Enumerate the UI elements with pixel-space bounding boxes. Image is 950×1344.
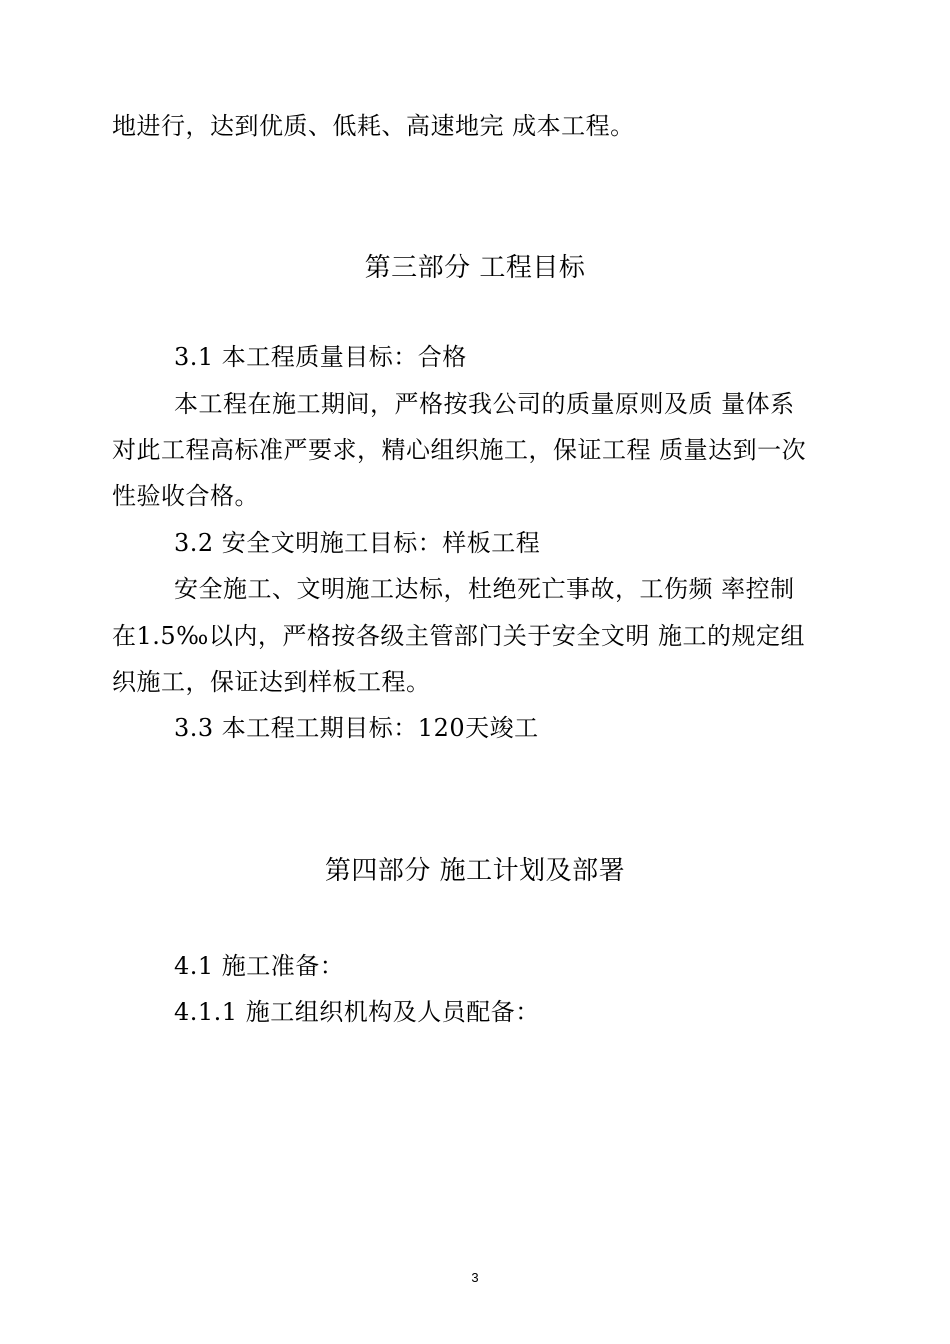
- section-3-2-body-line-2: 在1.5‰以内，严格按各级主管部门关于安全文明 施工的规定组: [112, 622, 805, 650]
- section-4-1-1-heading: 4.1.1 施工组织机构及人员配备：: [174, 998, 540, 1026]
- section-3-title: 第三部分 工程目标: [364, 253, 586, 283]
- section-3-2-heading: 3.2 安全文明施工目标：样板工程: [174, 529, 541, 557]
- section-3-2-body-line-1: 安全施工、文明施工达标，杜绝死亡事故，工伤频 率控制: [174, 575, 795, 603]
- section-3-1-body-line-1: 本工程在施工期间，严格按我公司的质量原则及质 量体系: [174, 390, 795, 418]
- section-3-1-body-line-3: 性验收合格。: [112, 482, 259, 510]
- page-number: 3: [471, 1270, 479, 1285]
- section-4-title: 第四部分 施工计划及部署: [324, 856, 626, 886]
- section-3-2-body-line-3: 织施工，保证达到样板工程。: [112, 668, 431, 696]
- section-3-3-heading: 3.3 本工程工期目标：120天竣工: [174, 714, 539, 742]
- section-4-1-heading: 4.1 施工准备：: [174, 952, 345, 980]
- section-3-1-heading: 3.1 本工程质量目标：合格: [174, 343, 467, 371]
- section-3-1-body-line-2: 对此工程高标准严要求，精心组织施工，保证工程 质量达到一次: [112, 436, 807, 464]
- intro-tail-paragraph: 地进行，达到优质、低耗、高速地完 成本工程。: [112, 112, 635, 140]
